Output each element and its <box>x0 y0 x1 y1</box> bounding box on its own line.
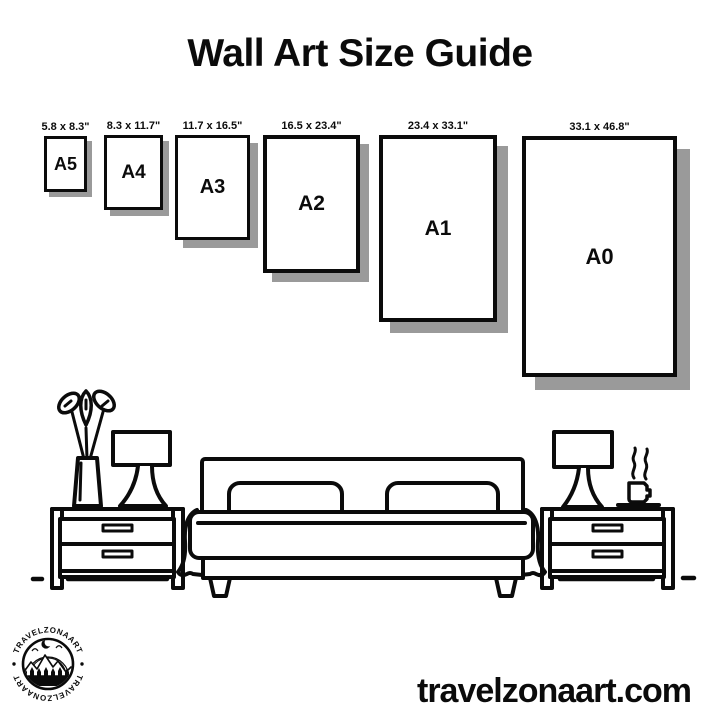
paper-label-a0: A0 <box>585 243 614 269</box>
page-title: Wall Art Size Guide <box>187 32 533 75</box>
paper-frame-a0 <box>522 136 677 377</box>
paper-label-a3: A3 <box>199 176 226 198</box>
size-guide-item-a2 <box>263 120 360 273</box>
plant-vase-icon <box>55 387 118 506</box>
paper-label-a4: A4 <box>121 161 146 183</box>
paper-frame-a5 <box>44 136 87 192</box>
steam <box>633 448 636 478</box>
size-guide-item-a3 <box>175 120 250 240</box>
size-guide-item-a0 <box>522 121 677 377</box>
mattress <box>190 512 533 558</box>
paper-label-a2: A2 <box>298 192 325 215</box>
badge-dot <box>12 662 15 665</box>
bed-front-icon <box>178 510 545 596</box>
size-dimensions-a1: 23.4 x 33.1" <box>407 120 469 132</box>
paper-frame-a1 <box>379 135 497 322</box>
size-dimensions-a2: 16.5 x 23.4" <box>281 120 342 132</box>
drawer-handle <box>103 525 132 531</box>
size-dimensions-a4: 8.3 x 11.7" <box>106 120 161 132</box>
size-dimensions-a0: 33.1 x 46.8" <box>569 121 630 133</box>
nightstand-right-icon <box>542 509 673 588</box>
bed-leg <box>210 578 230 596</box>
size-guide-item-a4 <box>104 120 163 210</box>
nightstand-left-icon <box>52 509 183 588</box>
paper-label-a1: A1 <box>424 216 452 240</box>
brand-name-bottom: TRAVELZONAART <box>11 673 85 703</box>
coffee-cup-icon <box>618 448 659 505</box>
bed-leg <box>496 578 516 596</box>
size-guide-item-a5 <box>41 121 90 192</box>
bed-base <box>203 558 523 578</box>
drawer-handle <box>593 551 622 557</box>
brand-name-top: TRAVELZONAART <box>11 625 85 655</box>
brand-logo-badge <box>8 624 88 708</box>
paper-frame-a4 <box>104 135 163 210</box>
vase <box>74 458 101 506</box>
table-lamp-left-icon <box>113 432 170 506</box>
drawer-handle <box>103 551 132 557</box>
table-lamp-right-icon <box>554 432 612 507</box>
paper-label-a5: A5 <box>53 153 77 174</box>
paper-frame-a2 <box>263 135 360 273</box>
badge-dot <box>80 662 83 665</box>
size-dimensions-a5: 5.8 x 8.3" <box>41 121 90 133</box>
size-dimensions-a3: 11.7 x 16.5" <box>182 120 243 132</box>
bedroom-illustration-icon <box>0 380 720 620</box>
size-guide-item-a1 <box>379 120 497 322</box>
drawer-handle <box>593 525 622 531</box>
website-url: travelzonaart.com <box>417 672 691 710</box>
steam <box>645 449 648 479</box>
paper-frame-a3 <box>175 135 250 240</box>
